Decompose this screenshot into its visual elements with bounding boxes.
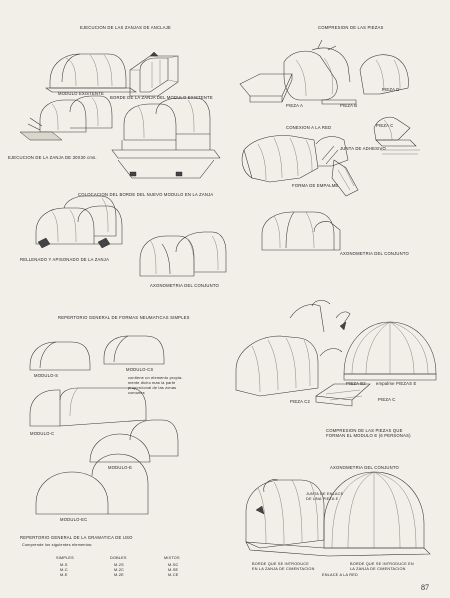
modulo-e-label: MODULO-E <box>108 465 133 470</box>
colocacion-label: COLOCACION DEL BORDE DEL NUEVO MODULO EN LA ZANJA <box>78 192 214 197</box>
modulo-ec-label: MODULO-EC <box>60 517 88 522</box>
simples-values: M-S M-C M-E <box>60 563 68 577</box>
pieza-c-2-label: PIEZA C <box>378 397 396 402</box>
pieza-b2-label: PIEZA B2 <box>346 381 366 386</box>
dobles-values: M-2S M-2C M-2E <box>114 563 125 577</box>
title-trench-label: EJECUCION DE LAS ZANJAS DE ANCLAJE <box>80 25 172 30</box>
drawing-modulo-s <box>30 342 90 370</box>
mixtos-values: M-SC M-SE M-CE <box>168 563 179 577</box>
compresion-piezas-label: COMPRESION DE LAS PIEZAS <box>318 25 384 30</box>
modulo-existente-label: MODULO EXISTENTE <box>58 91 105 96</box>
pieza-a-label: PIEZA A <box>286 103 303 108</box>
axonometria-conjunto-2-label: AXONOMETRIA DEL CONJUNTO <box>340 251 410 256</box>
conexion-red-label: CONEXION A LA RED <box>286 125 332 130</box>
drawing-modulo-cs <box>104 336 164 364</box>
modulo-s-label: MODULO-S <box>34 373 59 378</box>
pieza-c-label: PIEZA C <box>376 123 394 128</box>
drawing-modulo-e <box>90 420 178 462</box>
compresion-modulo-e-caption: COMPRESION DE LAS PIEZAS QUE FORMAN EL MODULO E (6 PERSONAS) <box>326 428 411 438</box>
drawing-compresion-modulo-e <box>236 300 436 406</box>
enlace-red-label: ENLACE A LA RED <box>322 573 358 577</box>
mixtos-header: MIXTOS <box>164 556 180 560</box>
drawing-borde-zanja <box>130 52 178 96</box>
dobles-header: DOBLES <box>110 556 127 560</box>
pieza-d-label: PIEZA D <box>382 87 400 92</box>
axonometria-conjunto-3-label: AXONOMETRIA DEL CONJUNTO <box>330 465 400 470</box>
borde-introduce-2-label: BORDE QUE SE INTRODUCE EN LA ZANJA DE CIMENTACION <box>350 562 414 571</box>
forma-empalme-label: FORMA DE EMPALME <box>292 183 339 188</box>
borde-introduce-1-label: BORDE QUE SE INTRODUCE EN LA ZANJA DE CIMENTACION <box>252 562 315 571</box>
drawing-axonometria-2 <box>262 212 340 250</box>
borde-zanja-label: BORDE DE LA ZANJA DEL MODULO EXISTENTE <box>110 95 213 100</box>
empalme-piezas-label: empalme PIEZAS E <box>376 381 417 386</box>
junta-enlace-label: JUNTA DE ENLACE DE UNA PIEZA E <box>306 492 344 501</box>
pieza-c2-label: PIEZA C2 <box>290 399 310 404</box>
repertorio-gramatica-label: REPERTORIO GENERAL DE LA GRAMATICA DE USO <box>20 535 133 540</box>
modulo-cs-note: contiene un elemento propia- mente dicho mas la parte proporcional de las zonas comunes <box>128 376 183 395</box>
junta-adhesivo-label: JUNTA DE ADHESIVO <box>340 146 386 151</box>
axonometria-conjunto-1-label: AXONOMETRIA DEL CONJUNTO <box>150 283 220 288</box>
rellenado-label: RELLENADO Y APISONADO DE LA ZANJA <box>20 257 110 262</box>
simples-header: SIMPLES <box>56 556 74 560</box>
drawing-ejecucion-zanja <box>20 96 112 140</box>
repertorio-formas-label: REPERTORIO GENERAL DE FORMAS NEUMATICAS SIMPLES <box>58 315 190 320</box>
modulo-c-label: MODULO-C <box>30 431 55 436</box>
drawing-modulo-existente <box>46 54 136 92</box>
comprende-label: Comprende los siguientes elementos: <box>22 543 93 547</box>
modulo-cs-label: MODULO-CS <box>126 367 154 372</box>
drawing-compresion-piezas <box>240 40 408 104</box>
drawing-axonometria-1 <box>140 232 226 276</box>
page-number: 87 <box>421 583 429 592</box>
drawing-rellenado <box>36 196 122 248</box>
drawing-modulo-ec <box>36 454 148 514</box>
drawing-axonometria-3 <box>246 472 430 556</box>
ejecucion-zanja-label: EJECUCION DE LA ZANJA DE 30X30 cms. <box>8 155 97 160</box>
pieza-b-label: PIEZA B <box>340 103 358 108</box>
